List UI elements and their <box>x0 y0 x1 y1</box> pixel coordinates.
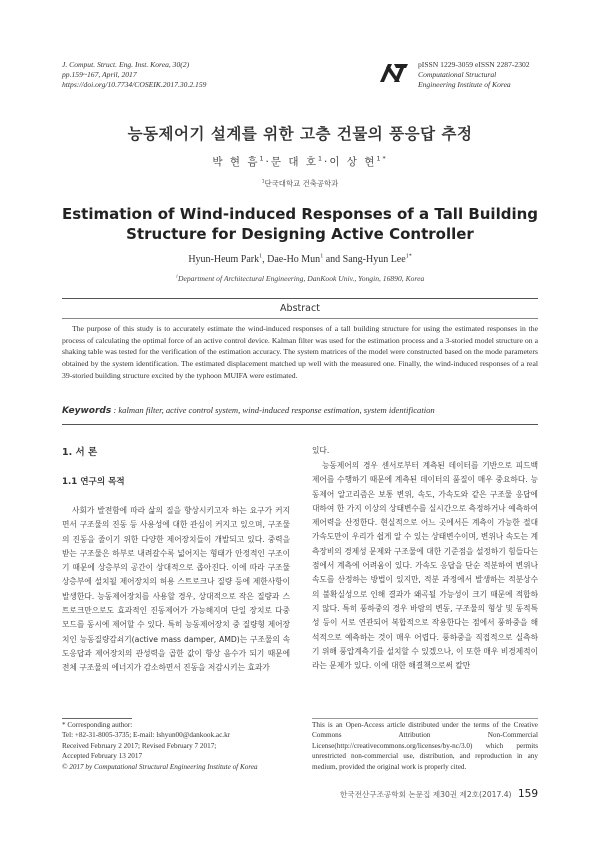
abstract-text: The purpose of this study is to accurately estimate the wind-induced responses of a tall building structure for using the estimated responses in the process of calculating the optimal force of an active control device. Kalman filter was used for the estimation process and a 3-storied model structure on a shaking table was tested for the verification of the estimation accuracy. The system matrices of the model were constructed based on the mode parameters obtained by the system identification. The estimated displacement matched up well with the measured one. Finally, the wind-induced responses of a real 39-storied building structure excited by the typhoon MUIFA were estimated. <box>62 324 538 380</box>
issn-block <box>418 60 530 90</box>
affiliation-text: 단국대학교 건축공학과 <box>264 179 339 188</box>
open-access-notice: This is an Open-Access article distributed under the terms of the Creative Commons Attribution Non-Commercial License(http://creativecommons.org/licenses/by-nc/3.0) which permits unrestricted non-commercial use, distribution, and reproduction in any medium, provided the original work is properly cited. <box>312 721 538 771</box>
author-1: 박 현 흠 <box>212 156 260 168</box>
footnote-rule <box>62 718 132 719</box>
affiliation-text: Department of Architectural Engineering, DanKook Univ., Yongin, 16890, Korea <box>177 274 425 283</box>
body-paragraph: 능동제어의 경우 센서로부터 계측된 데이터를 기반으로 피드백 제어를 수행하기 때문에 계측된 데이터의 품질이 매우 중요하다. 능동제어 알고리즘은 보통 변위, 속도, 가속도와 같은 구조물 응답에 대하여 한 가지 이상의 상태변수를 실시간으로 측정하거나 예측하여 제어력을 산정한다. 현실적으로 어느 곳에서든 계측이 가능한 절대가속도만이 우리가 쉽게 알 수 있는 상태변수이며, 변위나 속도는 계측장비의 경제성 문제와 구조물에 대한 기준점을 설정하기 힘들다는 점에서 계측에 어려움이 있다. 가속도 응답을 단순 적분하여 변위나 속도를 산정하는 방법이 있지만, 적분 과정에서 발생하는 적분상수의 불확실성으로 인해 결과가 왜곡될 가능성이 크기 때문에 적합하지 않다. 특히 풍하중의 경우 바람의 변동, 구조물의 형상 및 동적특성 등이 서로 연관되어 복합적으로 작용한다는 점에서 풍하중을 해석적으로 예측하는 것이 매우 어렵다. 풍하중을 직접적으로 실측하기 위해 풍압계측기를 설치할 수 있겠으나, 이 또한 매우 비경제적이라는 문제가 있다. 이에 대한 해결책으로써 칼만 <box>312 461 538 671</box>
author-1: Hyun-Heum Park <box>188 254 260 265</box>
contact-line: Tel: +82-31-8005-3735; E-mail: lshyun00@dankook.ac.kr <box>62 731 231 740</box>
page-footer <box>340 788 538 800</box>
citation-line: pp.159~167, April, 2017 <box>62 70 137 79</box>
abstract-heading: Abstract <box>280 303 320 314</box>
author-2: Dae-Ho Mun <box>267 254 321 265</box>
citation-line: J. Comput. Struct. Eng. Inst. Korea, 30(2) <box>62 60 190 69</box>
and-word: and <box>325 254 341 265</box>
institute-line: Engineering Institute of Korea <box>418 80 511 89</box>
authors-english: Hyun-Heum Park$^1$, Dae-Ho Mun$^1$ and Sang-Hyun Lee$^{1*}$ <box>188 253 412 265</box>
cosei-logo-icon <box>378 62 410 84</box>
keywords <box>62 405 538 416</box>
author-2: 문 대 호 <box>270 156 318 168</box>
authors-korean: 박 현 흠$^1$·문 대 호$^1$·이 상 현$^{1*}$ <box>212 155 388 168</box>
received-line: Received February 2 2017; Revised February 7 2017; <box>62 741 217 750</box>
title-korean: 능동제어기 설계를 위한 고층 건물의 풍응답 추정 <box>127 125 473 143</box>
author-3: Sang-Hyun Lee <box>342 254 406 265</box>
footnote <box>62 720 292 772</box>
abstract-rule-bottom <box>62 424 538 425</box>
abstract-rule-top <box>62 298 538 299</box>
subsection-heading: 1.1 연구의 목적 <box>62 477 125 487</box>
section-heading: 1. 서 론 <box>62 447 98 458</box>
open-access-rule <box>312 718 538 719</box>
body-paragraph: 사회가 발전함에 따라 삶의 질을 향상시키고자 하는 요구가 커지면서 구조물의 진동 등 사용성에 대한 관심이 커지고 있으며, 구조물의 진동을 줄이기 위한 다양한 제어장치들이 개발되고 있다. 중력을 받는 구조물은 하부로 내려갈수록 넓어지는 형태가 안정적인 구조이기 때문에 상층부의 공간이 상대적으로 좁아진다. 이에 따라 구조물 상층부에 설치될 제어장치의 허용 스트로크나 질량 등에 제한사항이 발생한다. 능동제어장치를 사용할 경우, 상대적으로 작은 질량과 스트로크만으로도 효과적인 진동제어가 가능해지며 단일 장치로 다중모드를 동시에 제어할 수 있다. 특히 능동제어장치 중 질량형 제어장치인 능동질량감쇠기(active mass damper, AMD)는 구조물의 속도응답과 제어장치의 관성력을 곱한 값이 항상 음수가 되기 때문에 전체 구조물의 에너지가 감소하면서 진동을 저감시키는 효과가 <box>62 506 290 673</box>
title-english <box>0 204 600 244</box>
body-paragraph-continued: 있다. <box>312 446 330 455</box>
title-line: Structure for Designing Active Controller <box>126 225 474 243</box>
copyright-line: © 2017 by Computational Structural Engineering Institute of Korea <box>62 762 258 771</box>
doi-link[interactable]: https://doi.org/10.7734/COSEIK.2017.30.2.159 <box>62 80 207 89</box>
abstract-rule-mid <box>62 318 538 319</box>
affiliation-english: $^1$Department of Architectural Engineering, DanKook Univ., Yongin, 16890, Korea <box>175 273 425 283</box>
keywords-list: : kalman filter, active control system, wind-induced response estimation, system identification <box>113 405 435 415</box>
accepted-line: Accepted February 13 2017 <box>62 752 143 761</box>
issn: pISSN 1229-3059 eISSN 2287-2302 <box>418 60 530 69</box>
title-line: Estimation of Wind-induced Responses of a Tall Building <box>61 205 539 223</box>
affiliation-korean: $^1$단국대학교 건축공학과 <box>261 179 339 188</box>
institute-line: Computational Structural <box>418 70 497 79</box>
keywords-label: Keywords <box>62 406 112 416</box>
corresponding-author: * Corresponding author: <box>62 721 133 729</box>
journal-footer: 한국전산구조공학회 논문집 제30권 제2호(2017.4) <box>339 790 512 799</box>
journal-citation <box>62 60 206 90</box>
author-3: 이 상 현 <box>329 156 377 168</box>
page-number: 159 <box>517 788 538 800</box>
